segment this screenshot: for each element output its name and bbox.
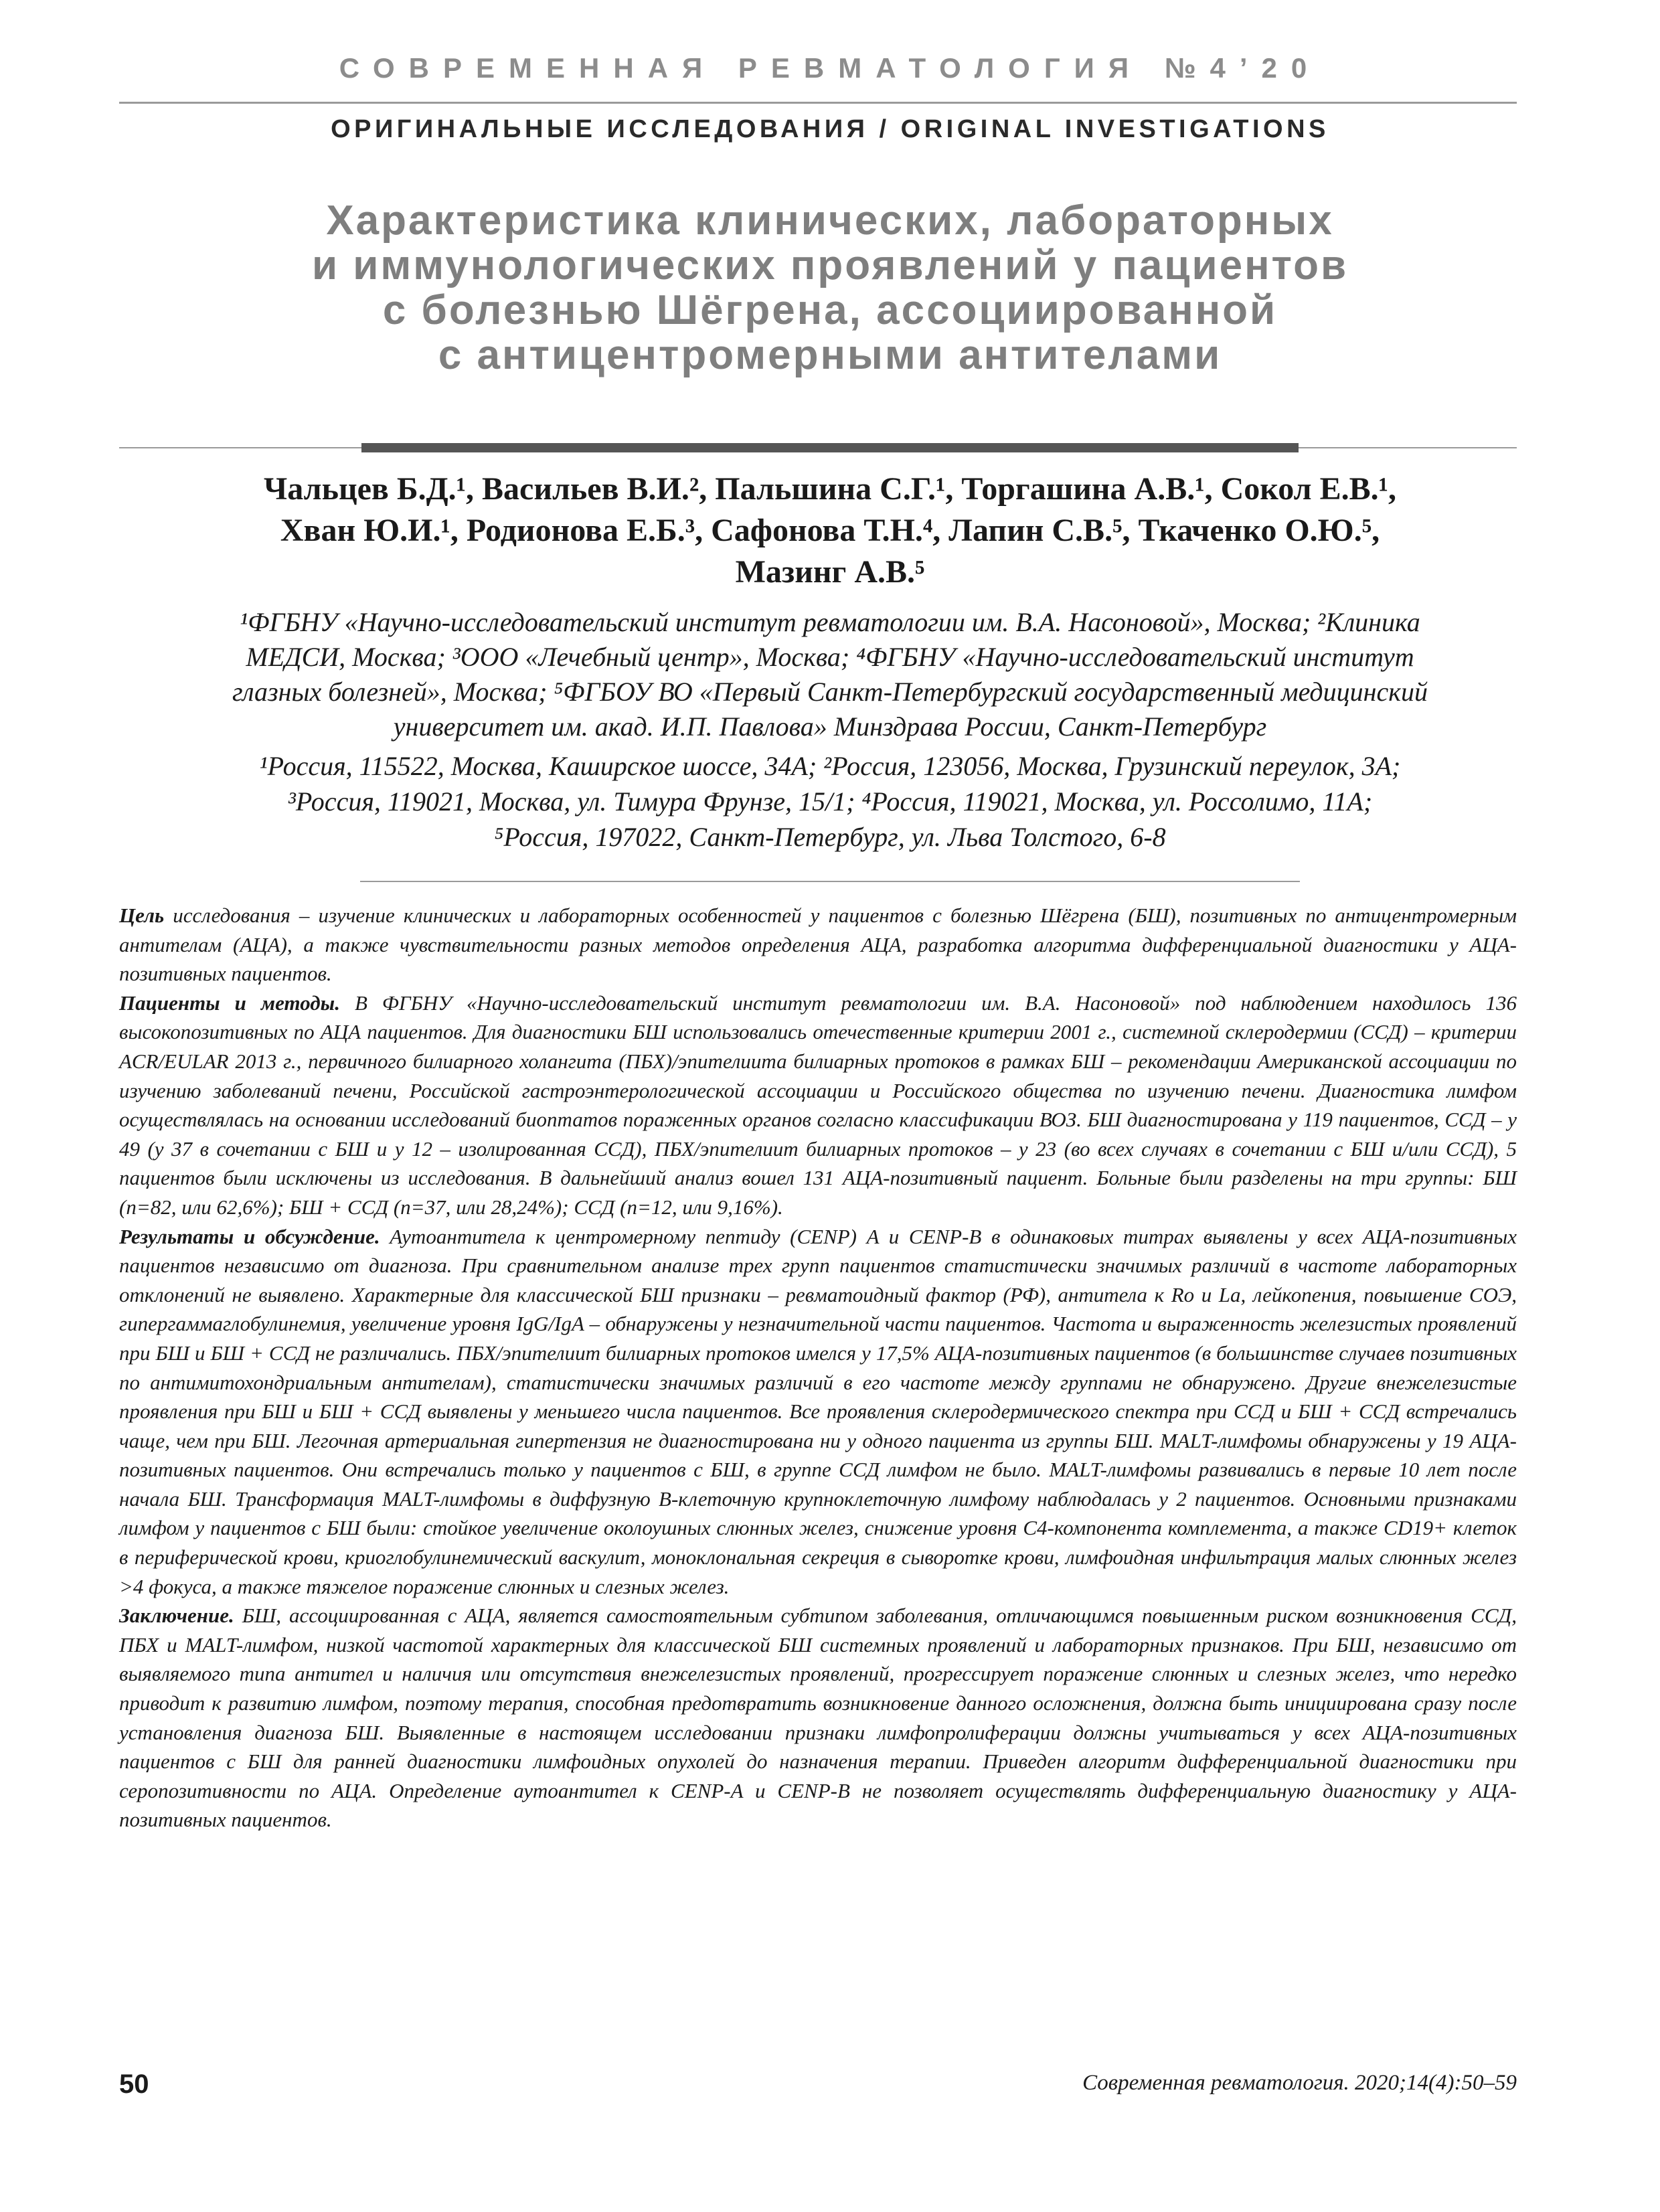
affiliations (120, 605, 1540, 744)
journal-header: СОВРЕМЕННАЯ РЕВМАТОЛОГИЯ №4’20 (339, 52, 1321, 84)
page-number: 50 (119, 2069, 149, 2099)
affiliation-line: МЕДСИ, Москва; ³ООО «Лечебный центр», Москва; ⁴ФГБНУ «Научно-исследовательский институт (246, 642, 1414, 672)
title-line: с антицентромерными антителами (438, 332, 1222, 378)
abstract-aim (119, 901, 1517, 989)
author-line: Хван Ю.И.¹, Родионова Е.Б.³, Сафонова Т.Н.⁴, Лапин С.В.⁵, Ткаченко О.Ю.⁵, (280, 513, 1380, 548)
abstract-methods (119, 989, 1517, 1222)
methods-label: Пациенты и методы. (119, 991, 340, 1015)
affiliation-line: университет им. акад. И.П. Павлова» Минздрава России, Санкт-Петербург (393, 711, 1267, 742)
header-rule (119, 102, 1517, 104)
address-line: ¹Россия, 115522, Москва, Каширское шоссе, 34А; ²Россия, 123056, Москва, Грузинский переулок, 3А; (259, 751, 1401, 781)
address-line: ⁵Россия, 197022, Санкт-Петербург, ул. Льва Толстого, 6-8 (494, 822, 1166, 852)
abstract (119, 901, 1517, 1835)
title-line: и иммунологических проявлений у пациентов (311, 242, 1349, 288)
abstract-results (119, 1222, 1517, 1602)
title-line: с болезнью Шёгрена, ассоциированной (382, 287, 1278, 333)
aim-text: исследования – изучение клинических и лабораторных особенностей у пациентов с болезнью Шёгрена (БШ), позитивных по антицентромерным антителам (АЦА), а также чувствительности разных методов определения АЦА, разработка алгоритма дифференциальной диагностики у АЦА-позитивных пациентов. (119, 904, 1517, 986)
results-text: Аутоантитела к центромерному пептиду (CENP) A и CENP-B в одинаковых титрах выявлены у всех АЦА-позитивных пациентов независимо от диагноза. При сравнительном анализе трех групп пациентов статистически значимых различий в частоте лабораторных отклонений не выявлено. Характерные для классической БШ признаки – ревматоидный фактор (РФ), антитела к Ro и La, лейкопения, повышение СОЭ, гипергаммаглобулинемия, увеличение уровня IgG/IgA – обнаружены у незначительной части пациентов. Частота и выраженность железистых проявлений при БШ и БШ + ССД не различались. ПБХ/эпителиит билиарных протоков имелся у 17,5% АЦА-позитивных пациентов (в большинстве случаев позитивных по антимитохондриальным антителам), статистически значимых различий в его частоте между группами не обнаружено. Другие внежелезистые проявления при БШ и БШ + ССД выявлены у меньшего числа пациентов. Все проявления склеродермического спектра при ССД и БШ + ССД встречались чаще, чем при БШ. Легочная артериальная гипертензия не диагностирована ни у одного пациента из группы БШ. MALT-лимфомы обнаружены у 19 АЦА-позитивных пациентов. Они встречались только у пациентов с БШ, в группе ССД лимфом не было. MALT-лимфомы развивались в первые 10 лет после начала БШ. Трансформация MALT-лимфомы в диффузную В-клеточную крупноклеточную лимфому наблюдалась у 2 пациентов. Основными признаками лимфом у пациентов с БШ были: стойкое увеличение околоушных слюнных желез, снижение уровня С4-компонента комплемента, а также CD19+ клеток в периферической крови, криоглобулинемический васкулит, моноклональная секреция в сыворотке крови, лимфоидная инфильтрация малых слюнных желез >4 фокуса, а также тяжелое поражение слюнных и слезных желез. (119, 1224, 1517, 1598)
address-line: ³Россия, 119021, Москва, ул. Тимура Фрунзе, 15/1; ⁴Россия, 119021, Москва, ул. Россолимо, 11А; (287, 786, 1373, 817)
conclusion-text: БШ, ассоциированная с АЦА, является самостоятельным субтипом заболевания, отличающимся повышенным риском возникновения ССД, ПБХ и MALT-лимфом, низкой частотой характерных для классической БШ системных проявлений и лабораторных признаков. При БШ, независимо от выявляемого типа антител и наличия или отсутствия внежелезистых проявлений, прогрессирует поражение слюнных и слезных желез, что нередко приводит к развитию лимфом, поэтому терапия, способная предотвратить возникновение данного осложнения, должна быть инициирована сразу после установления диагноза БШ. Выявленные в настоящем исследовании признаки лимфопролиферации должны учитываться у всех АЦА-позитивных пациентов с БШ для ранней диагностики лимфоидных опухолей до назначения терапии. Приведен алгоритм дифференциальной диагностики при серопозитивности по АЦА. Определение аутоантител к CENP-A и CENP-B не позволяет осуществлять дифференциальную диагностику у АЦА-позитивных пациентов. (119, 1604, 1517, 1832)
affiliation-line: ¹ФГБНУ «Научно-исследовательский институт ревматологии им. В.А. Насоновой», Москва; ²Клиника (240, 607, 1420, 637)
abstract-conclusion (119, 1601, 1517, 1835)
abstract-rule (360, 881, 1300, 882)
title-bar (361, 443, 1299, 452)
title-line: Характеристика клинических, лабораторных (326, 197, 1334, 244)
methods-text: В ФГБНУ «Научно-исследовательский институт ревматологии им. В.А. Насоновой» под наблюдением находилось 136 высокопозитивных по АЦА пациентов. Для диагностики БШ использовались отечественные критерии 2001 г., системной склеродермии (ССД) – критерии ACR/EULAR 2013 г., первичного билиарного холангита (ПБХ)/эпителиита билиарных протоков в рамках БШ – рекомендации Американской ассоциации по изучению заболеваний печени, Российской гастроэнтерологической ассоциации и Российского общества по изучению печени. Диагностика лимфом осуществлялась на основании исследований биоптатов пораженных органов согласно классификации ВОЗ. БШ диагностирована у 119 пациентов, ССД – у 49 (у 37 в сочетании с БШ и у 12 – изолированная ССД), ПБХ/эпителиит билиарных протоков – у 23 (во всех случаях в сочетании с БШ и/или ССД), 5 пациентов были исключены из исследования. В дальнейший анализ вошел 131 АЦА-позитивный пациент. Больные были разделены на три группы: БШ (n=82, или 62,6%); БШ + ССД (n=37, или 28,24%); ССД (n=12, или 9,16%). (119, 991, 1517, 1219)
results-label: Результаты и обсуждение. (119, 1224, 380, 1248)
citation: Современная ревматология. 2020;14(4):50–59 (1082, 2071, 1517, 2095)
aim-label: Цель (119, 904, 165, 927)
section-label: ОРИГИНАЛЬНЫЕ ИССЛЕДОВАНИЯ / ORIGINAL INVESTIGATIONS (331, 115, 1329, 143)
article-title (120, 198, 1540, 377)
affiliation-line: глазных болезней», Москва; ⁵ФГБОУ ВО «Первый Санкт-Петербургский государственный медицинский (232, 677, 1428, 707)
author-line: Мазинг А.В.⁵ (735, 554, 925, 590)
conclusion-label: Заключение. (119, 1604, 234, 1628)
addresses (120, 748, 1540, 855)
author-list (120, 469, 1540, 593)
author-line: Чальцев Б.Д.¹, Васильев В.И.², Пальшина С.Г.¹, Торгашина А.В.¹, Сокол Е.В.¹, (264, 471, 1396, 507)
